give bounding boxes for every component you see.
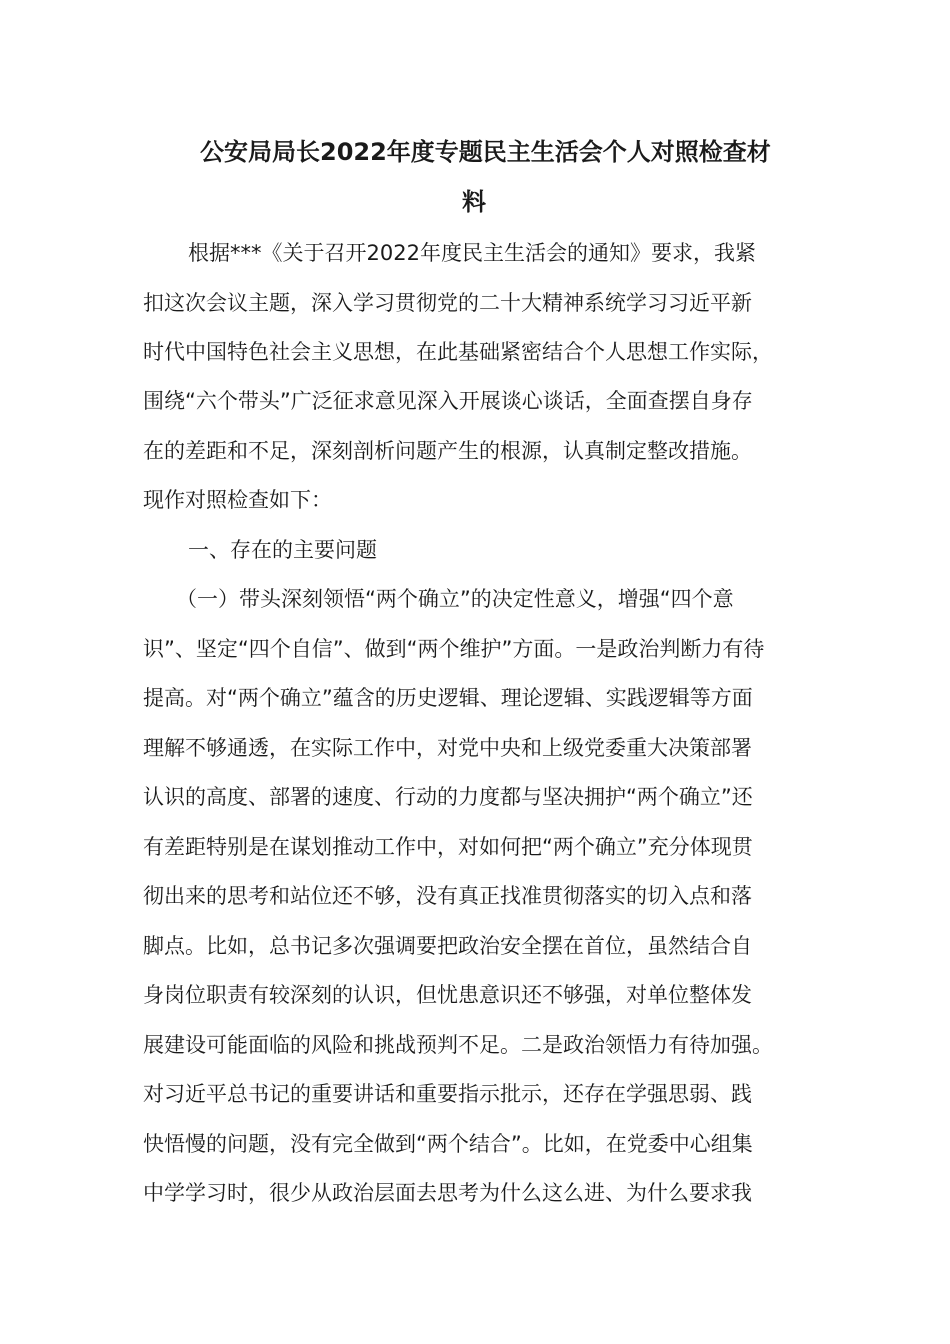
body-line-13: 有差距特别是在谋划推动工作中，对如何把“两个确立”充分体现贯 <box>143 835 753 859</box>
body-line-14: 彻出来的思考和站位还不够，没有真正找准贯彻落实的切入点和落 <box>143 884 752 908</box>
body-line-17: 展建设可能面临的风险和挑战预判不足。二是政治领悟力有待加强。 <box>143 1033 773 1057</box>
body-line-19: 快悟慢的问题，没有完全做到“两个结合”。比如，在党委中心组集 <box>143 1132 753 1156</box>
body-line-6: 现作对照检查如下： <box>143 488 332 512</box>
body-line-5: 在的差距和不足，深刻剖析问题产生的根源，认真制定整改措施。 <box>143 439 752 463</box>
body-line-3: 时代中国特色社会主义思想，在此基础紧密结合个人思想工作实际， <box>143 340 773 364</box>
body-line-8: （一）带头深刻领悟“两个确立”的决定性意义，增强“四个意 <box>176 587 734 611</box>
body-line-18: 对习近平总书记的重要讲话和重要指示批示，还存在学强思弱、践 <box>143 1082 752 1106</box>
body-line-15: 脚点。比如，总书记多次强调要把政治安全摆在首位，虽然结合自 <box>143 934 752 958</box>
body-line-16: 身岗位职责有较深刻的认识，但忧患意识还不够强，对单位整体发 <box>143 983 752 1007</box>
body-line-20: 中学学习时，很少从政治层面去思考为什么这么进、为什么要求我 <box>143 1181 752 1205</box>
section-heading: 一、存在的主要问题 <box>188 538 377 562</box>
document-title-line-1: 公安局局长2022年度专题民主生活会个人对照检查材 <box>200 138 771 166</box>
body-line-4: 围绕“六个带头”广泛征求意见深入开展谈心谈话，全面查摆自身存 <box>143 389 753 413</box>
body-line-2: 扣这次会议主题，深入学习贯彻党的二十大精神系统学习习近平新 <box>143 291 752 315</box>
body-line-1: 根据***《关于召开2022年度民主生活会的通知》要求，我紧 <box>188 241 756 265</box>
body-line-11: 理解不够通透，在实际工作中，对党中央和上级党委重大决策部署 <box>143 736 752 760</box>
body-line-9: 识”、坚定“四个自信”、做到“两个维护”方面。一是政治判断力有待 <box>143 637 765 661</box>
body-line-10: 提高。对“两个确立”蕴含的历史逻辑、理论逻辑、实践逻辑等方面 <box>143 686 753 710</box>
body-line-12: 认识的高度、部署的速度、行动的力度都与坚决拥护“两个确立”还 <box>143 785 753 809</box>
document-title-line-2: 料 <box>462 188 486 216</box>
